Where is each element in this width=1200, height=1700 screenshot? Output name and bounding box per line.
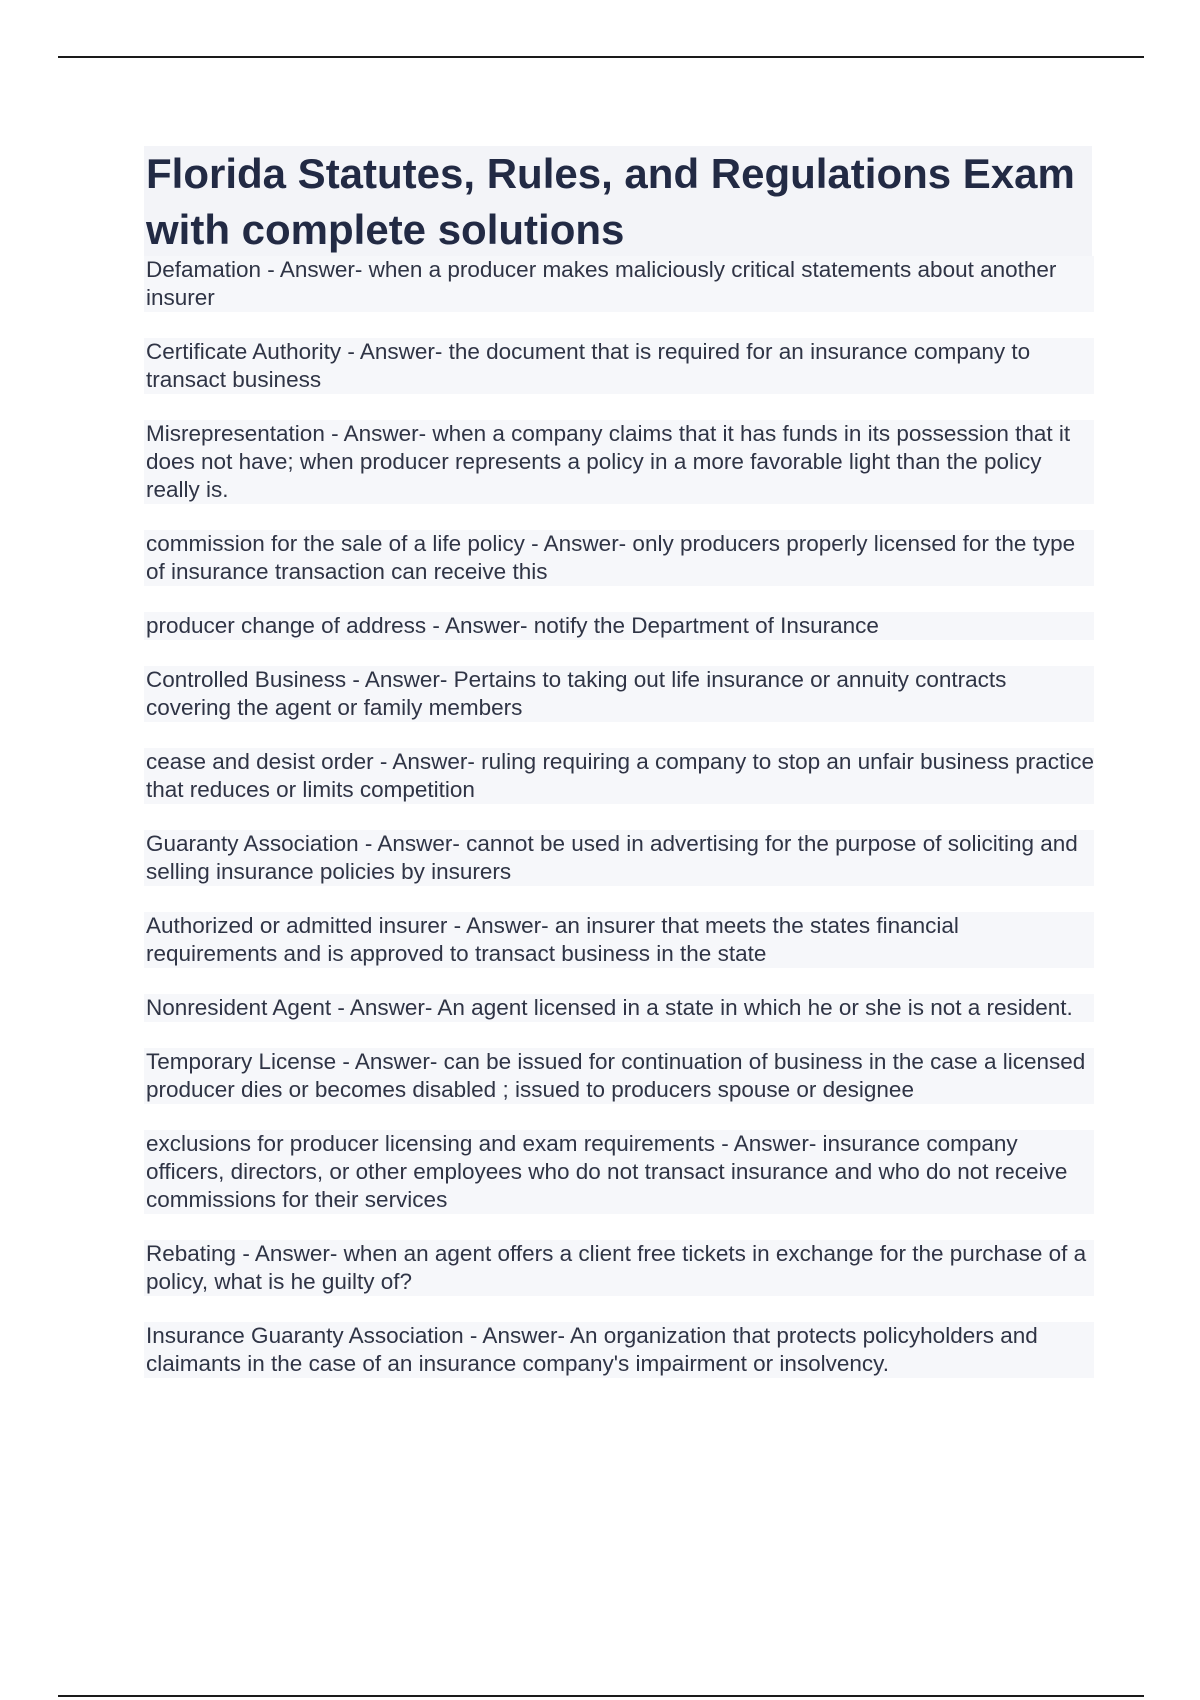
qa-item-certificate-authority: Certificate Authority - Answer- the document that is required for an insurance company to transact business (144, 338, 1094, 394)
qa-item-licensing-exclusions: exclusions for producer licensing and exam requirements - Answer- insurance company officers, directors, or other employees who do not transact insurance and who do not receive commissions for their services (144, 1130, 1094, 1214)
qa-item-temporary-license: Temporary License - Answer- can be issued for continuation of business in the case a licensed producer dies or becomes disabled ; issued to producers spouse or designee (144, 1048, 1094, 1104)
qa-item-controlled-business: Controlled Business - Answer- Pertains to taking out life insurance or annuity contracts covering the agent or family members (144, 666, 1094, 722)
qa-item-producer-change-of-address: producer change of address - Answer- notify the Department of Insurance (144, 612, 1094, 640)
qa-item-insurance-guaranty-association: Insurance Guaranty Association - Answer- An organization that protects policyholders and claimants in the case of an insurance company's impairment or insolvency. (144, 1322, 1094, 1378)
qa-list (144, 256, 1094, 1404)
qa-item-cease-and-desist-order: cease and desist order - Answer- ruling requiring a company to stop an unfair business practice that reduces or limits competition (146, 749, 1094, 802)
qa-item-rebating: Rebating - Answer- when an agent offers a client free tickets in exchange for the purchase of a policy, what is he guilty of? (144, 1240, 1094, 1296)
bottom-divider (58, 1695, 1144, 1697)
qa-item-authorized-insurer: Authorized or admitted insurer - Answer- an insurer that meets the states financial requirements and is approved to transact business in the state (144, 912, 1094, 968)
qa-item-guaranty-association: Guaranty Association - Answer- cannot be used in advertising for the purpose of soliciting and selling insurance policies by insurers (144, 830, 1094, 886)
qa-item-defamation: Defamation - Answer- when a producer makes maliciously critical statements about another insurer (144, 256, 1094, 312)
top-divider (58, 56, 1144, 58)
page-title: Florida Statutes, Rules, and Regulations Exam with complete solutions (144, 146, 1092, 260)
qa-item-commission-life-policy: commission for the sale of a life policy - Answer- only producers properly licensed for the type of insurance transaction can receive this (144, 530, 1094, 586)
qa-item-nonresident-agent: Nonresident Agent - Answer- An agent licensed in a state in which he or she is not a resident. (144, 994, 1094, 1022)
qa-item-misrepresentation: Misrepresentation - Answer- when a company claims that it has funds in its possession that it does not have; when producer represents a policy in a more favorable light than the policy really is. (144, 420, 1094, 504)
